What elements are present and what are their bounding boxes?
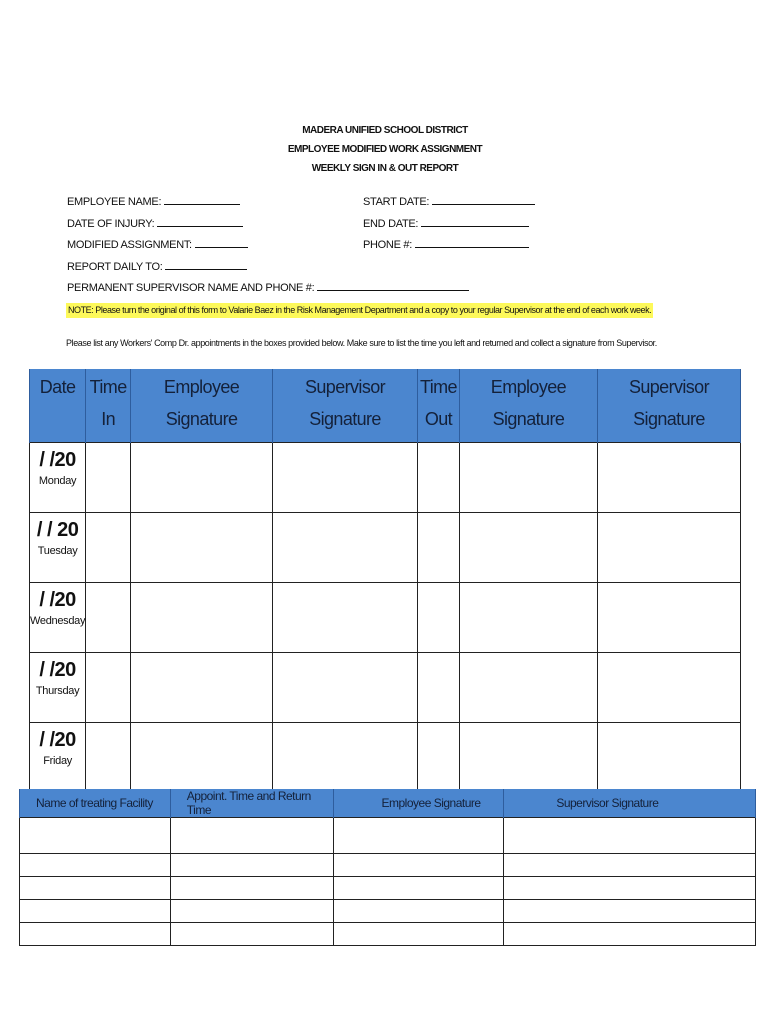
supervisor-signature-cell[interactable] bbox=[597, 442, 740, 512]
facility-cell[interactable] bbox=[20, 818, 171, 854]
supervisor-signature-cell[interactable] bbox=[504, 818, 756, 854]
time-out-cell[interactable] bbox=[418, 442, 460, 512]
time-out-cell[interactable] bbox=[418, 512, 460, 582]
employee-signature-cell[interactable] bbox=[131, 582, 273, 652]
instructions-text: Please list any Workers' Comp Dr. appointments in the boxes provided below. Make sure to list the time you left and returned and collect a signature from Supervisor. bbox=[66, 338, 657, 348]
date-fields bbox=[363, 192, 535, 257]
day-cell: / / 20 Tuesday bbox=[30, 512, 86, 582]
supervisor-signature-cell[interactable] bbox=[597, 722, 740, 792]
employee-signature-cell[interactable] bbox=[131, 722, 273, 792]
facility-cell[interactable] bbox=[20, 877, 171, 900]
employee-signature-cell[interactable] bbox=[459, 582, 597, 652]
supervisor-signature-cell[interactable] bbox=[504, 923, 756, 946]
time-out-cell[interactable] bbox=[418, 722, 460, 792]
header-supervisor-signature: Supervisor Signature bbox=[504, 789, 756, 818]
day-cell: / /20 Monday bbox=[30, 442, 86, 512]
appoint-time-cell[interactable] bbox=[170, 854, 333, 877]
time-in-cell[interactable] bbox=[86, 582, 131, 652]
header-time-in: Time In bbox=[86, 369, 131, 442]
header-employee-signature: Employee Signature bbox=[131, 369, 273, 442]
table-row bbox=[20, 877, 756, 900]
table-row bbox=[20, 923, 756, 946]
appoint-time-cell[interactable] bbox=[170, 877, 333, 900]
time-out-cell[interactable] bbox=[418, 582, 460, 652]
supervisor-signature-cell[interactable] bbox=[273, 652, 418, 722]
facility-table bbox=[19, 789, 756, 946]
modified-assignment-field[interactable]: MODIFIED ASSIGNMENT: bbox=[67, 235, 469, 257]
header-supervisor-signature: Supervisor Signature bbox=[273, 369, 418, 442]
employee-signature-cell[interactable] bbox=[459, 512, 597, 582]
date-of-injury-field[interactable]: DATE OF INJURY: bbox=[67, 214, 469, 236]
employee-signature-cell[interactable] bbox=[459, 722, 597, 792]
phone-field[interactable]: PHONE #: bbox=[363, 235, 535, 257]
day-cell: / /20 Thursday bbox=[30, 652, 86, 722]
employee-signature-cell[interactable] bbox=[333, 854, 504, 877]
table-row bbox=[30, 722, 741, 792]
week-header-row bbox=[30, 369, 741, 442]
supervisor-signature-cell[interactable] bbox=[504, 854, 756, 877]
employee-signature-cell[interactable] bbox=[459, 652, 597, 722]
day-cell: / /20 Wednesday bbox=[30, 582, 86, 652]
report-daily-to-field[interactable]: REPORT DAILY TO: bbox=[67, 257, 469, 279]
table-row bbox=[30, 652, 741, 722]
district-title: MADERA UNIFIED SCHOOL DISTRICT bbox=[302, 125, 468, 136]
employee-signature-cell[interactable] bbox=[131, 652, 273, 722]
supervisor-signature-cell[interactable] bbox=[597, 582, 740, 652]
supervisor-signature-cell[interactable] bbox=[504, 900, 756, 923]
supervisor-signature-cell[interactable] bbox=[597, 652, 740, 722]
table-row bbox=[30, 442, 741, 512]
appoint-time-cell[interactable] bbox=[170, 900, 333, 923]
employee-signature-cell[interactable] bbox=[333, 923, 504, 946]
note-highlight: NOTE: Please turn the original of this form to Valarie Baez in the Risk Management Department and a copy to your regular Supervisor at the end of each work week. bbox=[66, 303, 653, 318]
employee-signature-cell[interactable] bbox=[333, 900, 504, 923]
header-time-out: Time Out bbox=[418, 369, 460, 442]
employee-signature-cell[interactable] bbox=[333, 818, 504, 854]
start-date-field[interactable]: START DATE: bbox=[363, 192, 535, 214]
employee-signature-cell[interactable] bbox=[131, 512, 273, 582]
day-cell: / /20 Friday bbox=[30, 722, 86, 792]
header-date: Date bbox=[30, 369, 86, 442]
supervisor-signature-cell[interactable] bbox=[273, 722, 418, 792]
form-header bbox=[0, 121, 770, 178]
table-row bbox=[30, 512, 741, 582]
header-treating-facility: Name of treating Facility bbox=[20, 789, 171, 818]
table-row bbox=[20, 900, 756, 923]
header-supervisor-signature-2: Supervisor Signature bbox=[597, 369, 740, 442]
time-in-cell[interactable] bbox=[86, 512, 131, 582]
time-in-cell[interactable] bbox=[86, 442, 131, 512]
appoint-time-cell[interactable] bbox=[170, 818, 333, 854]
form-subtitle: WEEKLY SIGN IN & OUT REPORT bbox=[311, 163, 459, 174]
supervisor-signature-cell[interactable] bbox=[273, 442, 418, 512]
facility-cell[interactable] bbox=[20, 900, 171, 923]
employee-signature-cell[interactable] bbox=[333, 877, 504, 900]
time-in-cell[interactable] bbox=[86, 652, 131, 722]
time-out-cell[interactable] bbox=[418, 652, 460, 722]
header-employee-signature-2: Employee Signature bbox=[459, 369, 597, 442]
form-title: EMPLOYEE MODIFIED WORK ASSIGNMENT bbox=[287, 144, 483, 155]
header-employee-signature: Employee Signature bbox=[333, 789, 504, 818]
table-row bbox=[20, 818, 756, 854]
appoint-time-cell[interactable] bbox=[170, 923, 333, 946]
employee-name-field[interactable]: EMPLOYEE NAME: bbox=[67, 192, 469, 214]
supervisor-signature-cell[interactable] bbox=[504, 877, 756, 900]
weekly-sign-table bbox=[29, 369, 741, 793]
permanent-supervisor-field[interactable]: PERMANENT SUPERVISOR NAME AND PHONE #: bbox=[67, 278, 469, 300]
supervisor-signature-cell[interactable] bbox=[273, 512, 418, 582]
header-appoint-time: Appoint. Time and Return Time bbox=[170, 789, 333, 818]
table-row bbox=[30, 582, 741, 652]
facility-cell[interactable] bbox=[20, 923, 171, 946]
facility-header-row bbox=[20, 789, 756, 818]
employee-signature-cell[interactable] bbox=[131, 442, 273, 512]
employee-signature-cell[interactable] bbox=[459, 442, 597, 512]
time-in-cell[interactable] bbox=[86, 722, 131, 792]
table-row bbox=[20, 854, 756, 877]
facility-cell[interactable] bbox=[20, 854, 171, 877]
supervisor-signature-cell[interactable] bbox=[597, 512, 740, 582]
supervisor-signature-cell[interactable] bbox=[273, 582, 418, 652]
end-date-field[interactable]: END DATE: bbox=[363, 214, 535, 236]
